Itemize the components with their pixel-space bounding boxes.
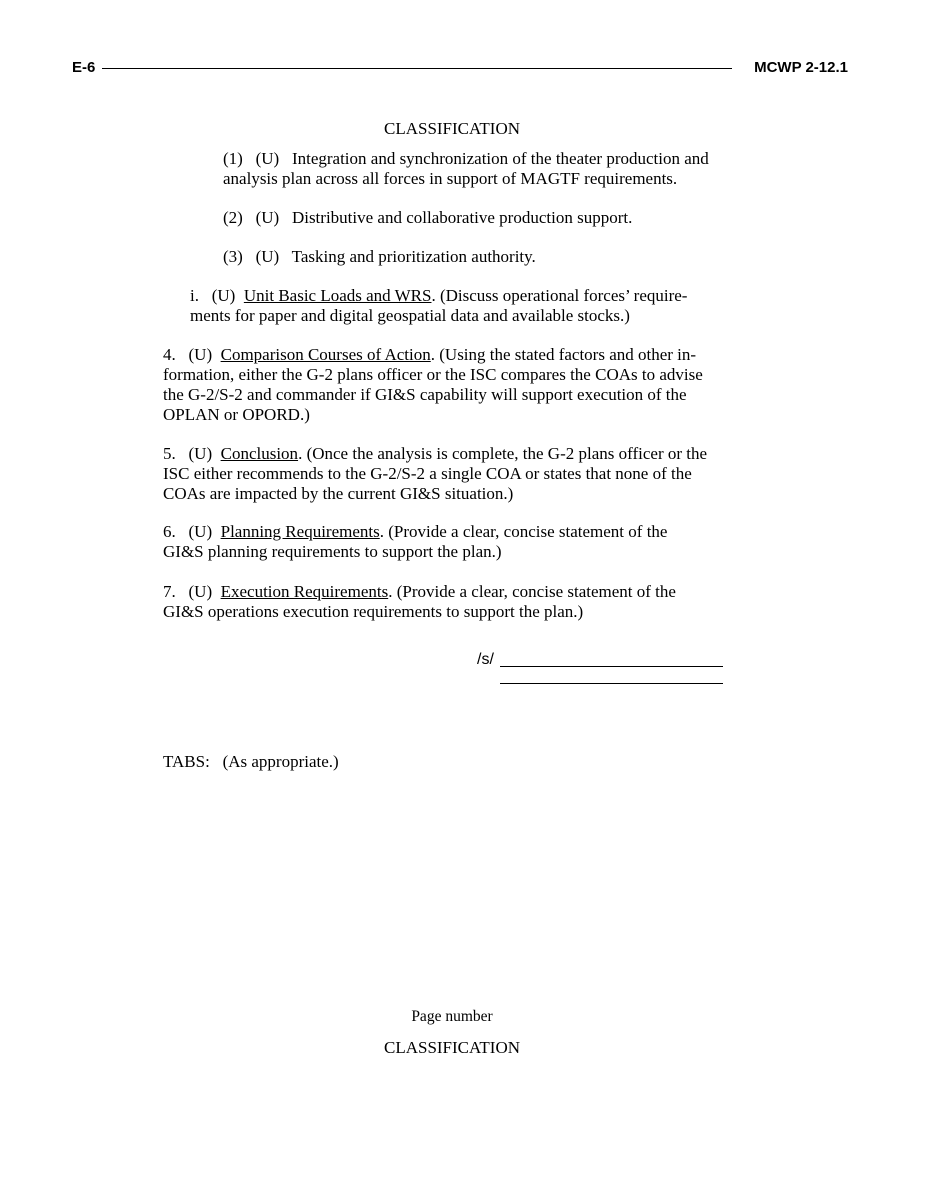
sub-item-number: (3) (223, 247, 243, 266)
item-number: i. (190, 286, 199, 305)
classification-mark: (U) (188, 345, 213, 364)
classification-mark: (U) (255, 247, 280, 266)
item-i-line-2: ments for paper and digital geospatial data and available stocks.) (190, 306, 630, 325)
item-title: Unit Basic Loads and WRS (243, 286, 432, 305)
header-doc-id: MCWP 2-12.1 (754, 59, 848, 76)
paragraph-line: ISC either recommends to the G-2/S-2 a single COA or states that none of the (163, 464, 692, 483)
paragraph-line: OPLAN or OPORD.) (163, 405, 310, 424)
header-rule (102, 68, 732, 69)
sub-item-number: (1) (223, 149, 243, 168)
paragraph-line: GI&S operations execution requirements to support the plan.) (163, 602, 584, 621)
paragraph-number: 4. (163, 345, 176, 364)
tabs-label: TABS: (163, 752, 210, 771)
paragraph-number: 6. (163, 522, 176, 541)
signature-name-line (500, 683, 723, 684)
sub-item-text: Integration and synchronization of the theater production and (291, 149, 709, 168)
tabs-line (163, 752, 339, 772)
sub-item-number: (2) (223, 208, 243, 227)
classification-top: CLASSIFICATION (383, 119, 521, 138)
classification-mark: (U) (188, 582, 213, 601)
signature-prefix: /s/ (477, 651, 494, 668)
item-text: . (Discuss operational forces’ require- (431, 286, 688, 305)
item-i-line-1 (190, 286, 687, 306)
paragraph-text: . (Once the analysis is complete, the G-2 plans officer or the (298, 444, 708, 463)
classification-mark: (U) (255, 208, 280, 227)
classification-mark: (U) (255, 149, 280, 168)
classification-mark: (U) (211, 286, 236, 305)
paragraph-title: Conclusion (220, 444, 299, 463)
signature-line (500, 666, 723, 667)
paragraph-line: COAs are impacted by the current GI&S situation.) (163, 484, 514, 503)
paragraph-number: 5. (163, 444, 176, 463)
classification-bottom: CLASSIFICATION (383, 1038, 521, 1057)
paragraph-line: formation, either the G-2 plans officer or the ISC compares the COAs to advise (163, 365, 703, 384)
paragraph-line: GI&S planning requirements to support the plan.) (163, 542, 502, 561)
paragraph-text: . (Provide a clear, concise statement of the (388, 582, 676, 601)
paragraph-line: the G-2/S-2 and commander if GI&S capability will support execution of the (163, 385, 687, 404)
paragraph-line (163, 444, 707, 464)
paragraph-text: . (Using the stated factors and other in- (430, 345, 697, 364)
page-number-label: Page number (411, 1008, 493, 1025)
paragraph-number: 7. (163, 582, 176, 601)
paragraph-line (163, 345, 696, 365)
sub-item-1-line-1 (223, 149, 709, 169)
tabs-text: (As appropriate.) (222, 752, 339, 771)
paragraph-title: Planning Requirements (220, 522, 380, 541)
sub-item-text: Tasking and prioritization authority. (291, 247, 536, 266)
paragraph-title: Execution Requirements (220, 582, 389, 601)
header-section-id: E-6 (72, 59, 96, 76)
classification-mark: (U) (188, 522, 213, 541)
classification-mark: (U) (188, 444, 213, 463)
sub-item-2 (223, 208, 632, 228)
paragraph-title: Comparison Courses of Action (220, 345, 431, 364)
sub-item-1-line-2: analysis plan across all forces in support of MAGTF requirements. (223, 169, 678, 188)
sub-item-3 (223, 247, 536, 267)
sub-item-text: Distributive and collaborative production support. (291, 208, 633, 227)
paragraph-text: . (Provide a clear, concise statement of the (379, 522, 668, 541)
paragraph-line (163, 582, 676, 602)
paragraph-line (163, 522, 667, 542)
